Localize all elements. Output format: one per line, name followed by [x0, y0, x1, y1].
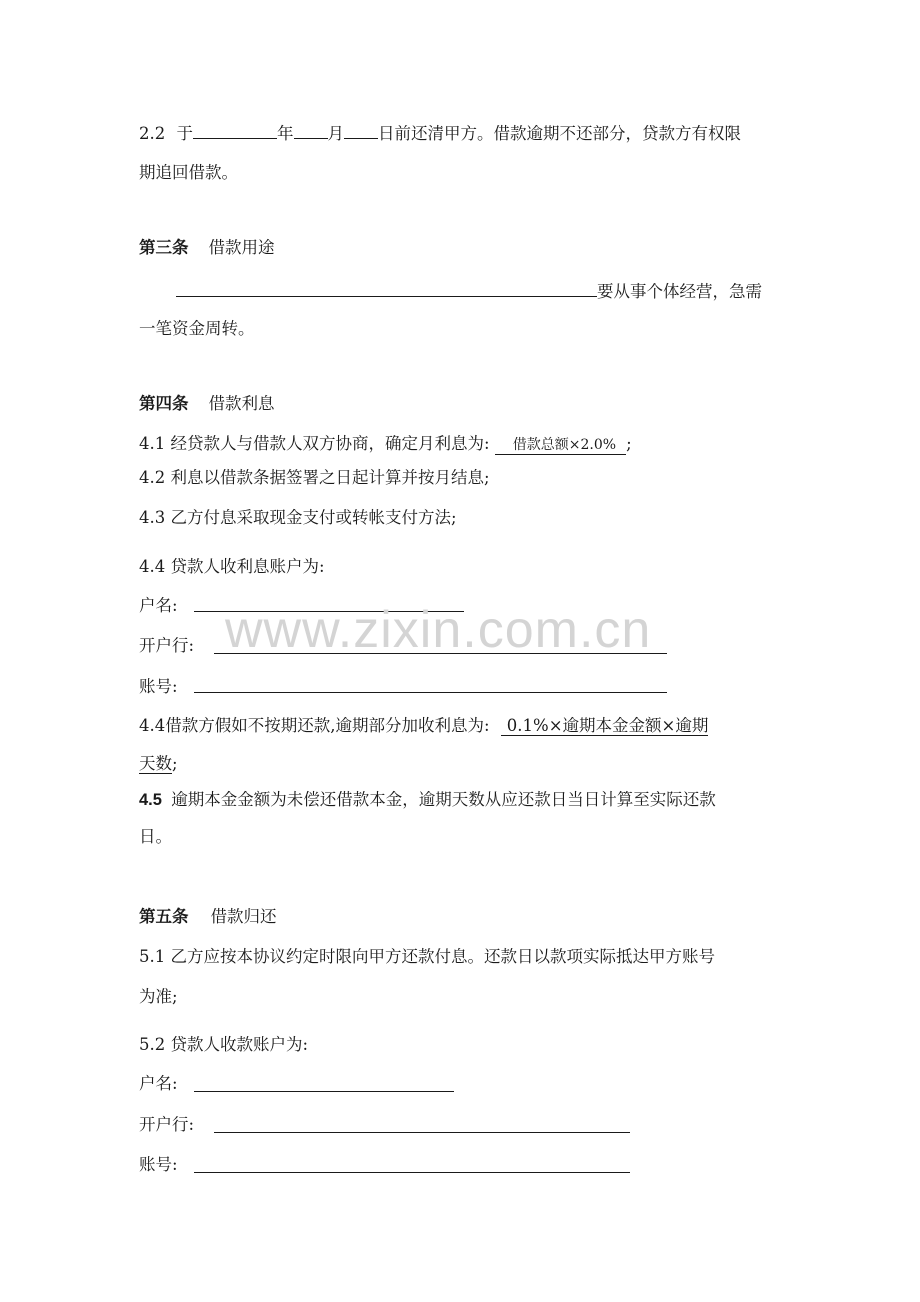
article-label: 第四条	[139, 394, 189, 413]
watermark: www.zixin.com.cn	[225, 601, 652, 659]
interest-account-no-field[interactable]	[194, 692, 667, 693]
interest-account-no-label: 账号:	[139, 677, 178, 696]
year-blank	[193, 121, 277, 139]
article-title: 借款用途	[208, 238, 275, 257]
clause-5-1-line2: 为准;	[139, 987, 178, 1006]
clause-4-4b-end: ;	[172, 754, 178, 773]
article-3-line1-tail: 要从事个体经营，急需	[597, 282, 762, 301]
clause-4-1-text: 4.1 经贷款人与借款人双方协商，确定月利息为:	[139, 434, 490, 453]
clause-4-5	[139, 789, 716, 811]
overdue-interest-value: 0.1%×逾期本金金额×逾期	[501, 716, 709, 736]
clause-4-3: 4.3 乙方付息采取现金支付或转帐支付方法;	[139, 508, 457, 527]
repay-account-name-field[interactable]	[194, 1091, 454, 1092]
text-yu: 于	[176, 124, 193, 143]
overdue-interest-value-cont: 天数	[139, 754, 172, 773]
clause-4-5-num: 4.5	[139, 791, 162, 809]
clause-4-4b-line2	[139, 753, 178, 775]
text-nian: 年	[277, 124, 294, 143]
clause-2-2-rest: 日前还清甲方。借款逾期不还部分，贷款方有权限	[378, 124, 741, 143]
article-5-heading	[139, 906, 277, 928]
clause-4-4b-text: 4.4借款方假如不按期还款,逾期部分加收利息为:	[139, 716, 490, 735]
month-blank	[294, 121, 328, 139]
clause-4-4: 4.4 贷款人收利息账户为:	[139, 557, 325, 576]
repay-account-no-field[interactable]	[194, 1172, 630, 1173]
article-label: 第三条	[139, 238, 189, 257]
clause-num: 2.2	[139, 124, 166, 143]
repay-bank-field[interactable]	[214, 1132, 630, 1133]
monthly-interest-value: 借款总额×2.0%	[495, 436, 626, 455]
clause-5-1: 5.1 乙方应按本协议约定时限向甲方还款付息。还款日以款项实际抵达甲方账号	[139, 947, 715, 966]
clause-5-2: 5.2 贷款人收款账户为:	[139, 1035, 309, 1054]
article-4-heading	[139, 393, 275, 415]
article-title: 借款利息	[208, 394, 275, 413]
clause-2-2	[139, 121, 741, 145]
clause-2-2-line2: 期追回借款。	[139, 163, 238, 182]
purpose-blank	[176, 279, 597, 297]
day-blank	[344, 121, 378, 139]
clause-4-1	[139, 433, 632, 455]
clause-4-5-line2: 日。	[139, 827, 172, 846]
article-title: 借款归还	[210, 907, 277, 926]
repay-account-name-label: 户名:	[139, 1074, 178, 1093]
clause-4-1-end: ;	[626, 434, 632, 453]
article-label: 第五条	[139, 907, 189, 926]
article-3-heading	[139, 237, 275, 259]
repay-account-no-label: 账号:	[139, 1155, 178, 1174]
text-yue: 月	[327, 124, 344, 143]
clause-4-5-text: 逾期本金金额为未偿还借款本金，逾期天数从应还款日当日计算至实际还款	[171, 790, 716, 809]
clause-4-2: 4.2 利息以借款条据签署之日起计算并按月结息;	[139, 468, 490, 487]
interest-account-name-label: 户名:	[139, 596, 178, 615]
repay-bank-label: 开户行:	[139, 1115, 195, 1134]
interest-bank-label: 开户行:	[139, 636, 195, 655]
clause-4-4b	[139, 715, 708, 737]
article-3-line1	[176, 279, 762, 303]
article-3-line2: 一笔资金周转。	[139, 319, 255, 338]
